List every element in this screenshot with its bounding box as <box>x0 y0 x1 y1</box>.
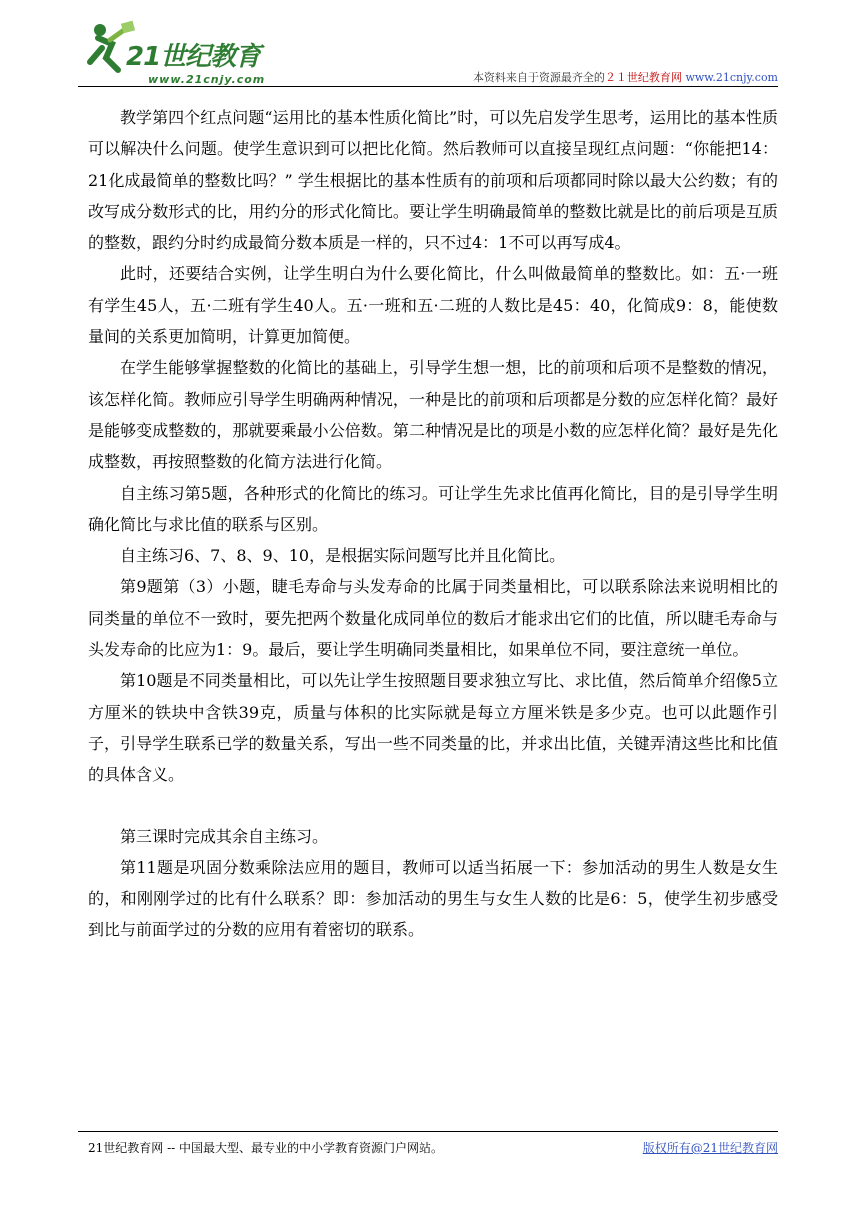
page-header <box>78 10 778 88</box>
paragraph: 第三课时完成其余自主练习。 <box>120 826 329 846</box>
paragraph: 此时，还要结合实例，让学生明白为什么要化简比，什么叫做最简单的整数比。如：五·一班有学生45人，五·二班有学生40人。五·一班和五·二班的人数比是45：40，化简成9：8，能使数量间的关系更加简明，计算更加简便。 <box>88 264 778 347</box>
document-body <box>88 102 778 946</box>
logo-url: www.21cnjy.com <box>148 73 266 86</box>
logo-text: 21世纪教育 <box>126 42 261 72</box>
paragraph: 第10题是不同类量相比，可以先让学生按照题目要求独立写比、求比值，然后简单介绍像5立方厘米的铁块中含铁39克，质量与体积的比实际就是每立方厘米铁是多少克。也可以此题作引子，引导学生联系已学的数量关系，写出一些不同类量的比，并求出比值，关键弄清这些比和比值的具体含义。 <box>88 671 778 785</box>
paragraph: 教学第四个红点问题“运用比的基本性质化简比”时，可以先启发学生思考，运用比的基本性质可以解决什么问题。使学生意识到可以把比化简。然后教师可以直接呈现红点问题：“你能把14：21化成最简单的整数比吗？” 学生根据比的基本性质有的前项和后项都同时除以最大公约数；有的改写成分数形式的比，用约分的形式化简比。要让学生明确最简单的整数比就是比的前后项是互质的整数，跟约分时约成最简分数本质是一样的，只不过4：1不可以再写成4。 <box>88 108 778 253</box>
paragraph: 自主练习第5题，各种形式的化简比的练习。可让学生先求比值再化简比，目的是引导学生明确化简比与求比值的联系与区别。 <box>88 483 778 534</box>
header-divider <box>78 86 778 87</box>
copyright-link[interactable]: 版权所有@21世纪教育网 <box>642 1141 778 1155</box>
paragraph: 在学生能够掌握整数的化简比的基础上，引导学生想一想，比的前项和后项不是整数的情况，该怎样化简。教师应引导学生明确两种情况，一种是比的前项和后项都是分数的应怎样化简？最好是能够变成整数的，那就要乘最小公倍数。第二种情况是比的项是小数的应怎样化简？最好是先化成整数，再按照整数的化简方法进行化简。 <box>88 358 778 472</box>
header-note-url[interactable]: www.21cnjy.com <box>685 71 778 84</box>
header-note-prefix: 本资料来自于资源最齐全的 <box>472 71 605 84</box>
footer-divider <box>78 1131 778 1132</box>
paragraph: 第9题第（3）小题，睫毛寿命与头发寿命的比属于同类量相比，可以联系除法来说明相比的同类量的单位不一致时，要先把两个数量化成同单位的数后才能求出它们的比值，所以睫毛寿命与头发寿命的比应为1：9。最后，要让学生明确同类量相比，如果单位不同，要注意统一单位。 <box>88 577 778 660</box>
header-note-site[interactable]: ２１世纪教育网 <box>604 71 682 84</box>
footer-text: 21世纪教育网 -- 中国最大型、最专业的中小学教育资源门户网站。 <box>88 1141 444 1155</box>
paragraph: 第11题是巩固分数乘除法应用的题目，教师可以适当拓展一下：参加活动的男生人数是女生的，和刚刚学过的比有什么联系？即：参加活动的男生与女生人数的比是6：5，使学生初步感受到比与前面学过的分数的应用有着密切的联系。 <box>88 857 778 940</box>
site-logo[interactable] <box>78 18 308 88</box>
header-note <box>473 69 778 85</box>
paragraph: 自主练习6、7、8、9、10，是根据实际问题写比并且化简比。 <box>120 546 566 566</box>
